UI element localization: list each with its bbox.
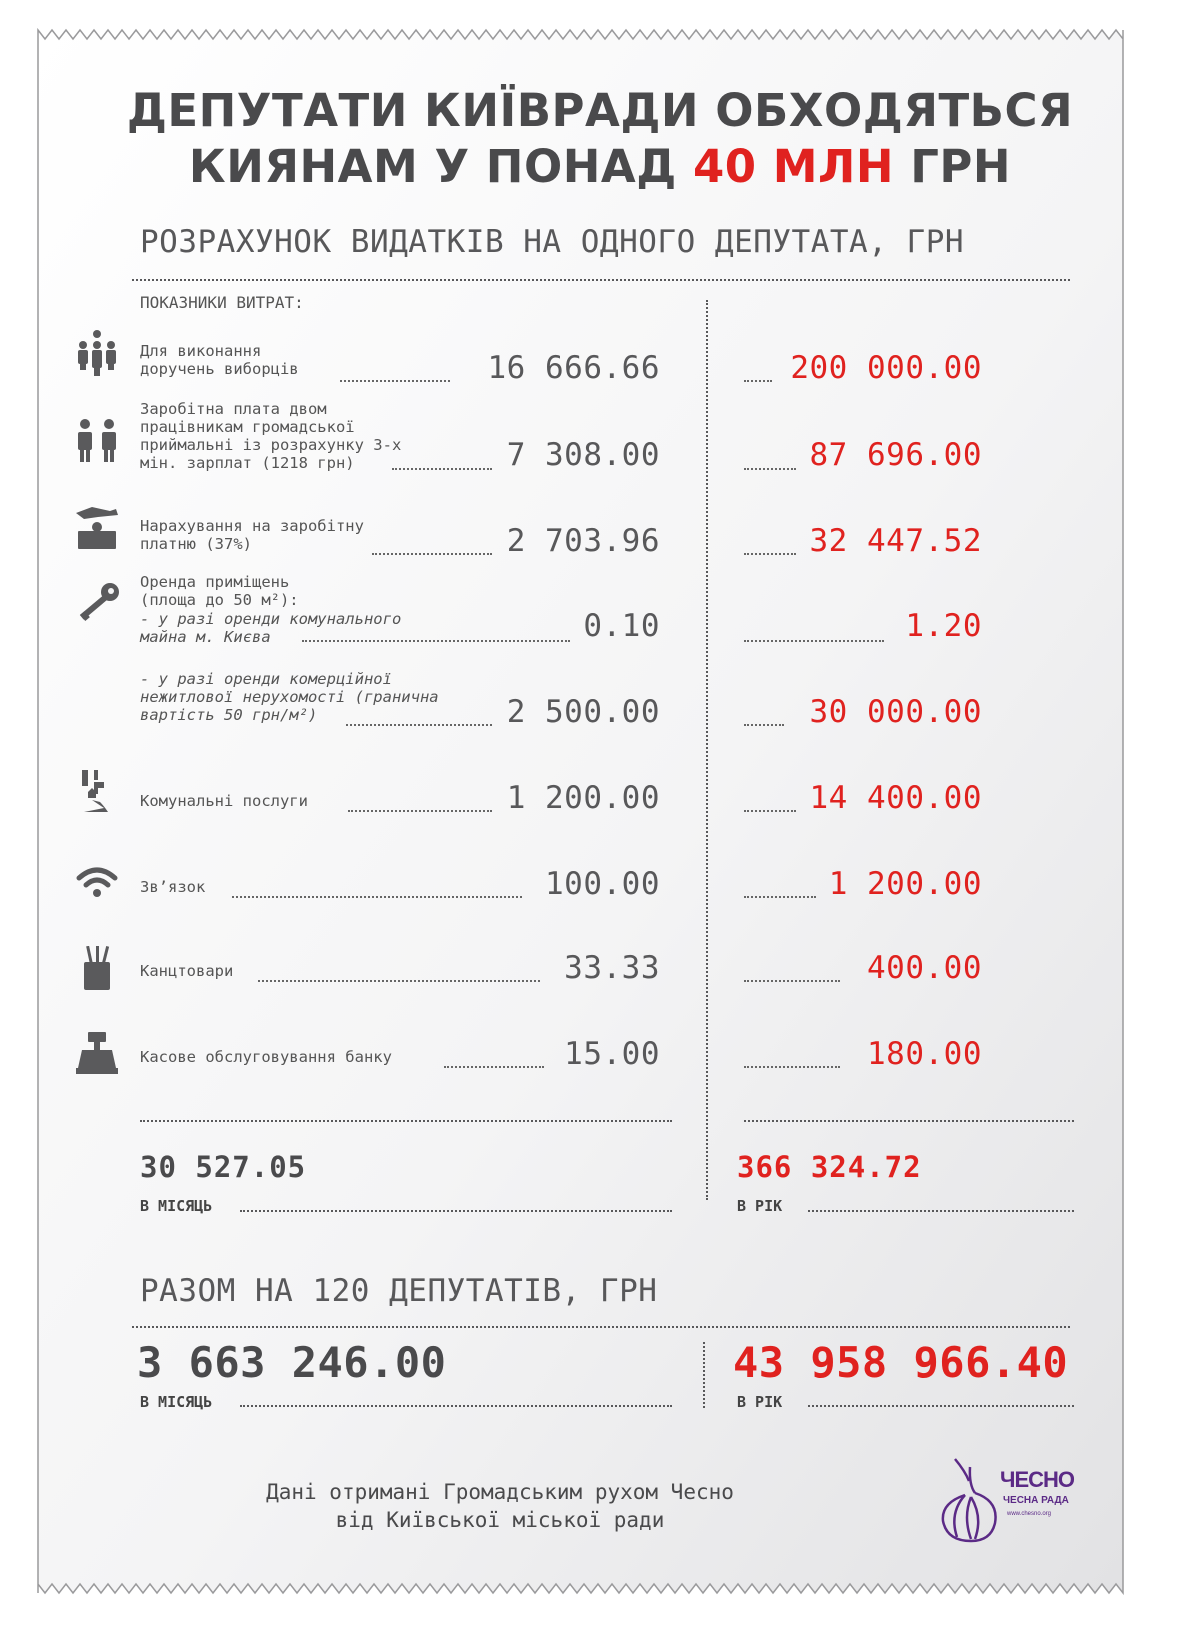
logo-url: www.chesno.org <box>1007 1511 1052 1517</box>
salary-charge-icon <box>74 505 120 551</box>
divider <box>808 1405 1074 1407</box>
per-deputy-heading: РОЗРАХУНОК ВИДАТКІВ НА ОДНОГО ДЕПУТАТА, ГРН <box>140 224 965 260</box>
divider <box>240 1210 672 1212</box>
month-label: В МІСЯЦЬ <box>140 1393 213 1411</box>
leader-dots <box>744 810 796 812</box>
leader-dots <box>744 724 784 726</box>
leader-dots <box>744 380 772 382</box>
column-divider <box>703 1342 705 1408</box>
workers-icon <box>74 418 120 464</box>
wifi-icon <box>74 862 120 908</box>
year-label: В РІК <box>737 1197 783 1215</box>
row-month-communication: 100.00 <box>545 866 660 902</box>
leader-dots <box>744 468 796 470</box>
logo-name: ЧЕСНО <box>1000 1467 1075 1492</box>
source-line-2: від Київської міської ради <box>335 1508 665 1532</box>
leader-dots <box>302 640 570 642</box>
year-label: В РІК <box>737 1393 783 1411</box>
row-year-communication: 1 200.00 <box>828 866 982 902</box>
row-label-utilities: Комунальні послуги <box>140 792 308 810</box>
grand-total-month: 3 663 246.00 <box>137 1338 447 1387</box>
row-year-stationery: 400.00 <box>867 950 982 986</box>
row-month-voters: 16 666.66 <box>487 350 660 386</box>
row-label-stationery: Канцтовари <box>140 962 234 980</box>
month-label: В МІСЯЦЬ <box>140 1197 213 1215</box>
leader-dots <box>744 640 884 642</box>
row-year-workers: 87 696.00 <box>809 437 982 473</box>
title-line-2 <box>0 140 1200 193</box>
divider <box>132 1326 1070 1328</box>
chesno-logo <box>935 1455 1075 1545</box>
key-icon <box>74 582 120 628</box>
cash-register-icon <box>74 1030 120 1076</box>
leader-dots <box>744 896 816 898</box>
grand-total-year: 43 958 966.40 <box>733 1338 1069 1387</box>
garlic-icon <box>935 1455 1005 1545</box>
divider <box>240 1405 672 1407</box>
source-line-1: Дані отримані Громадським рухом Чесно <box>266 1480 734 1504</box>
leader-dots <box>340 380 450 382</box>
divider <box>808 1210 1074 1212</box>
row-month-rent-commercial: 2 500.00 <box>506 694 660 730</box>
row-year-utilities: 14 400.00 <box>809 780 982 816</box>
column-divider <box>706 300 708 1200</box>
logo-tagline: ЧЕСНА РАДА <box>1003 1495 1069 1506</box>
divider <box>744 1120 1074 1122</box>
leader-dots <box>744 553 796 555</box>
row-year-rent-commercial: 30 000.00 <box>809 694 982 730</box>
row-month-workers: 7 308.00 <box>506 437 660 473</box>
row-label-workers: Заробітна плата двом працівникам громадської приймальні із розрахунку 3-х мін. зарплат (1218 грн) <box>140 400 402 472</box>
leader-dots <box>744 1066 840 1068</box>
row-label-salary-charge: Нарахування на заробітну платню (37%) <box>140 517 364 553</box>
row-month-bank: 15.00 <box>564 1036 660 1072</box>
total-year-per-deputy: 366 324.72 <box>737 1150 922 1184</box>
leader-dots <box>444 1066 544 1068</box>
source-note <box>200 1478 800 1534</box>
leader-dots <box>258 980 540 982</box>
row-label-voters: Для виконання доручень виборців <box>140 342 299 378</box>
title-line-1: ДЕПУТАТИ КИЇВРАДИ ОБХОДЯТЬСЯ <box>126 84 1074 137</box>
row-label-bank: Касове обслуговування банку <box>140 1048 392 1066</box>
stationery-icon <box>74 946 120 992</box>
leader-dots <box>232 896 522 898</box>
title-prefix: КИЯНАМ У ПОНАД <box>188 140 677 193</box>
row-month-rent-communal: 0.10 <box>583 608 660 644</box>
leader-dots <box>744 980 840 982</box>
leader-dots <box>372 553 492 555</box>
row-sublabel-rent-commercial: - у разі оренди комерційної нежитлової нерухомості (гранична вартість 50 грн/м²) <box>140 670 439 724</box>
row-year-bank: 180.00 <box>867 1036 982 1072</box>
row-month-stationery: 33.33 <box>564 950 660 986</box>
row-month-salary-charge: 2 703.96 <box>506 523 660 559</box>
row-year-rent-communal: 1.20 <box>905 608 982 644</box>
row-year-salary-charge: 32 447.52 <box>809 523 982 559</box>
title-accent: 40 МЛН <box>692 140 895 193</box>
indicators-heading: ПОКАЗНИКИ ВИТРАТ: <box>140 293 304 312</box>
title-suffix: ГРН <box>910 140 1012 193</box>
divider <box>132 279 1070 281</box>
leader-dots <box>392 468 492 470</box>
all-deputies-heading: РАЗОМ НА 120 ДЕПУТАТІВ, ГРН <box>140 1273 658 1309</box>
row-sublabel-rent-communal: - у разі оренди комунального майна м. Києва <box>140 610 402 646</box>
leader-dots <box>346 724 492 726</box>
row-year-voters: 200 000.00 <box>790 350 982 386</box>
divider <box>140 1120 672 1122</box>
voters-icon <box>74 330 120 376</box>
total-month-per-deputy: 30 527.05 <box>140 1150 307 1184</box>
row-month-utilities: 1 200.00 <box>506 780 660 816</box>
row-label-rent: Оренда приміщень (площа до 50 м²): <box>140 573 299 609</box>
row-label-communication: Зв’язок <box>140 878 206 896</box>
utilities-icon <box>74 768 120 814</box>
leader-dots <box>348 810 492 812</box>
